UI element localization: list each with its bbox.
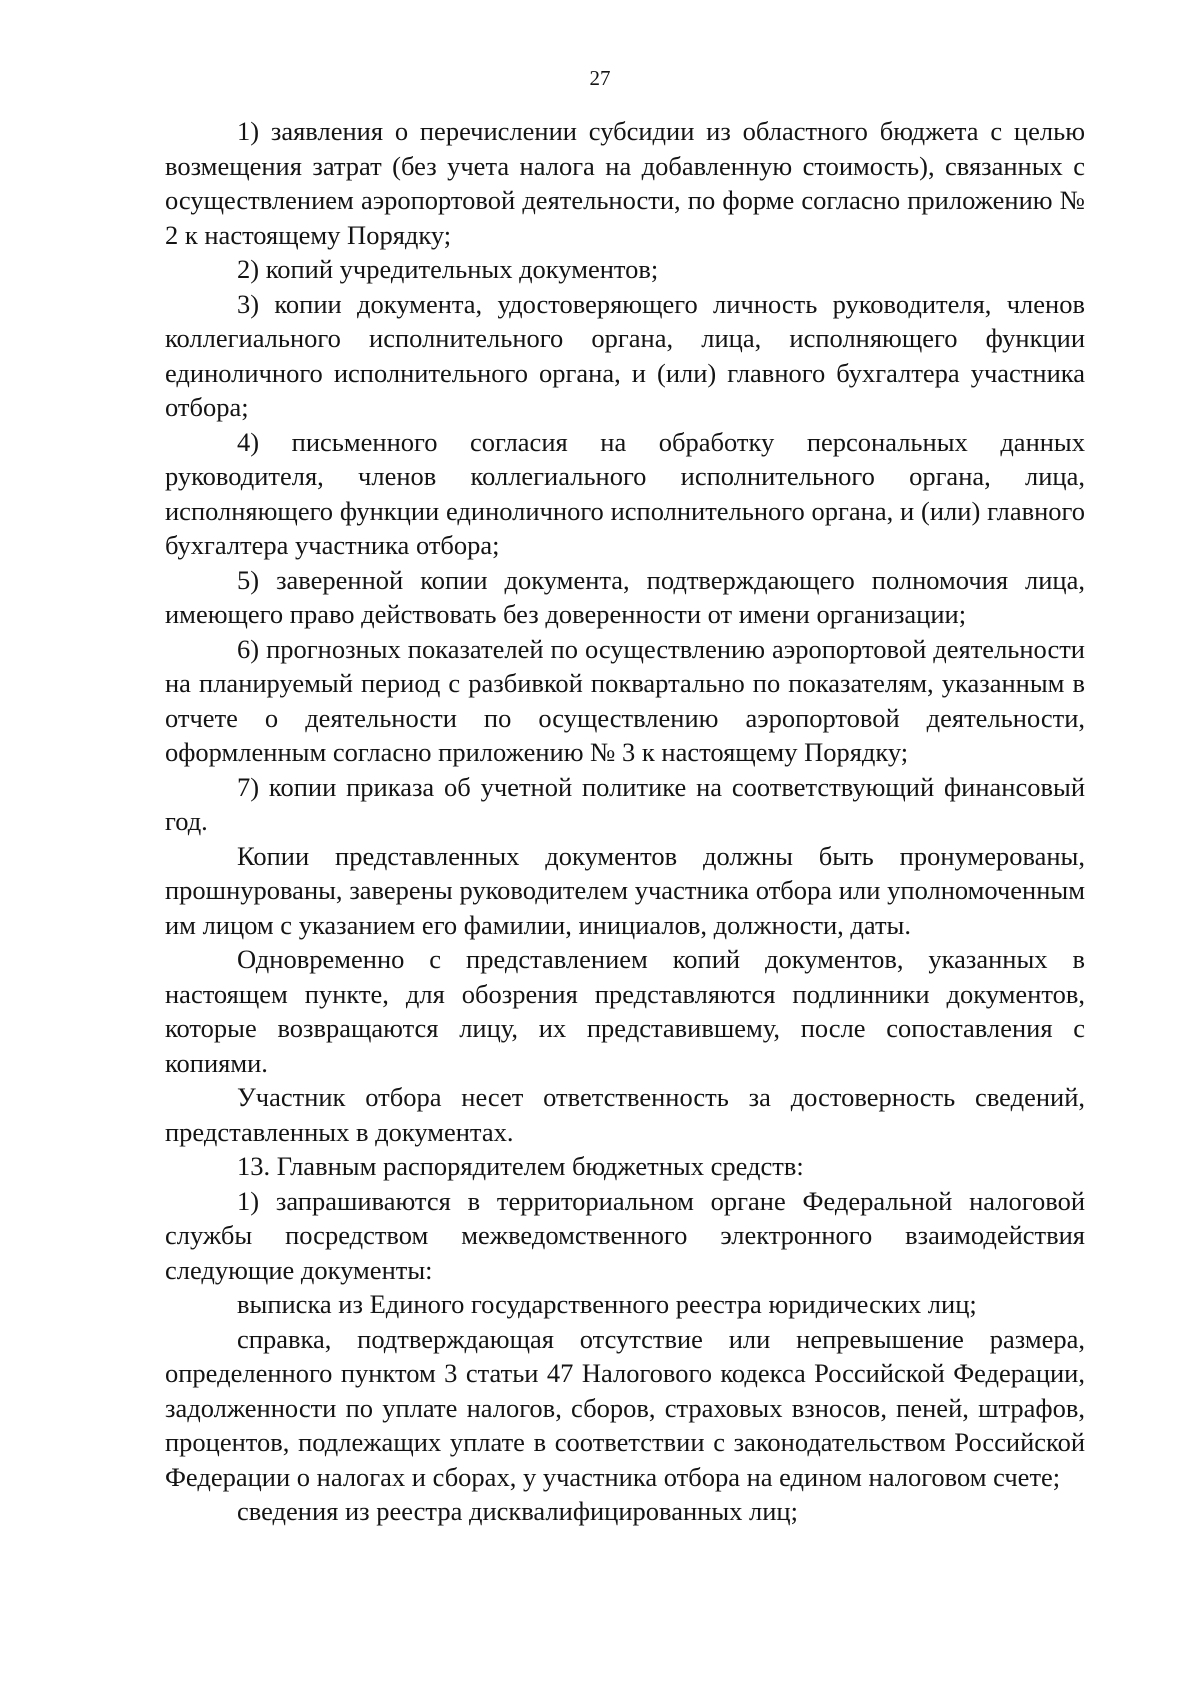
paragraph-item-7-accounting-policy: 7) копии приказа об учетной политике на соответствующий финансовый год. <box>165 771 1085 836</box>
paragraph-copies-requirements: Копии представленных документов должны быть пронумерованы, прошнурованы, заверены руководителем участника отбора или уполномоченным им лицом с указанием его фамилии, инициалов, должности, даты. <box>165 840 1085 940</box>
paragraph-responsibility: Участник отбора несет ответственность за достоверность сведений, представленных в документах. <box>165 1082 1085 1147</box>
paragraph-item-4-consent: 4) письменного согласия на обработку персональных данных руководителя, членов коллегиального исполнительного органа, лица, исполняющего функции единоличного исполнительного органа, и (или) главного бухгалтера участника отбора; <box>165 426 1085 560</box>
paragraph-item-5-authority: 5) заверенной копии документа, подтверждающего полномочия лица, имеющего право действовать без доверенности от имени организации; <box>165 564 1085 629</box>
paragraph-tax-certificate: справка, подтверждающая отсутствие или непревышение размера, определенного пунктом 3 статьи 47 Налогового кодекса Российской Федерации, задолженности по уплате налогов, сборов, страховых взносов, пеней, штрафов, процентов, подлежащих уплате в соответствии с законодательством Российской Федерации о налогах и сборах, у участника отбора на едином налоговом счете; <box>165 1323 1085 1492</box>
paragraph-item-3-identity-docs: 3) копии документа, удостоверяющего личность руководителя, членов коллегиального исполнительного органа, лица, исполняющего функции единоличного исполнительного органа, и (или) главного бухгалтера участника отбора; <box>165 288 1085 422</box>
paragraph-item-1-application: 1) заявления о перечислении субсидии из областного бюджета с целью возмещения затрат (без учета налога на добавленную стоимость), связанных с осуществлением аэропортовой деятельности, по форме согласно приложению № 2 к настоящему Порядку; <box>165 116 1085 250</box>
paragraph-item-2-founding-docs: 2) копий учредительных документов; <box>237 254 659 284</box>
paragraph-originals: Одновременно с представлением копий документов, указанных в настоящем пункте, для обозрения представляются подлинники документов, которые возвращаются лицу, их представившему, после сопоставления с копиями. <box>165 944 1085 1078</box>
paragraph-disqualified-registry: сведения из реестра дисквалифицированных лиц; <box>237 1496 798 1526</box>
paragraph-item-6-forecast: 6) прогнозных показателей по осуществлению аэропортовой деятельности на планируемый период с разбивкой поквартально по показателям, указанным в отчете о деятельности по осуществлению аэропортовой деятельности, оформленным согласно приложению № 3 к настоящему Порядку; <box>165 633 1085 767</box>
paragraph-13-item-1-requests: 1) запрашиваются в территориальном органе Федеральной налоговой службы посредством межведомственного электронного взаимодействия следующие документы: <box>165 1185 1085 1285</box>
paragraph-egrul-extract: выписка из Единого государственного реестра юридических лиц; <box>237 1289 977 1319</box>
document-body <box>165 114 1085 1529</box>
page-number: 27 <box>589 66 611 90</box>
paragraph-section-13: 13. Главным распорядителем бюджетных средств: <box>237 1151 804 1181</box>
